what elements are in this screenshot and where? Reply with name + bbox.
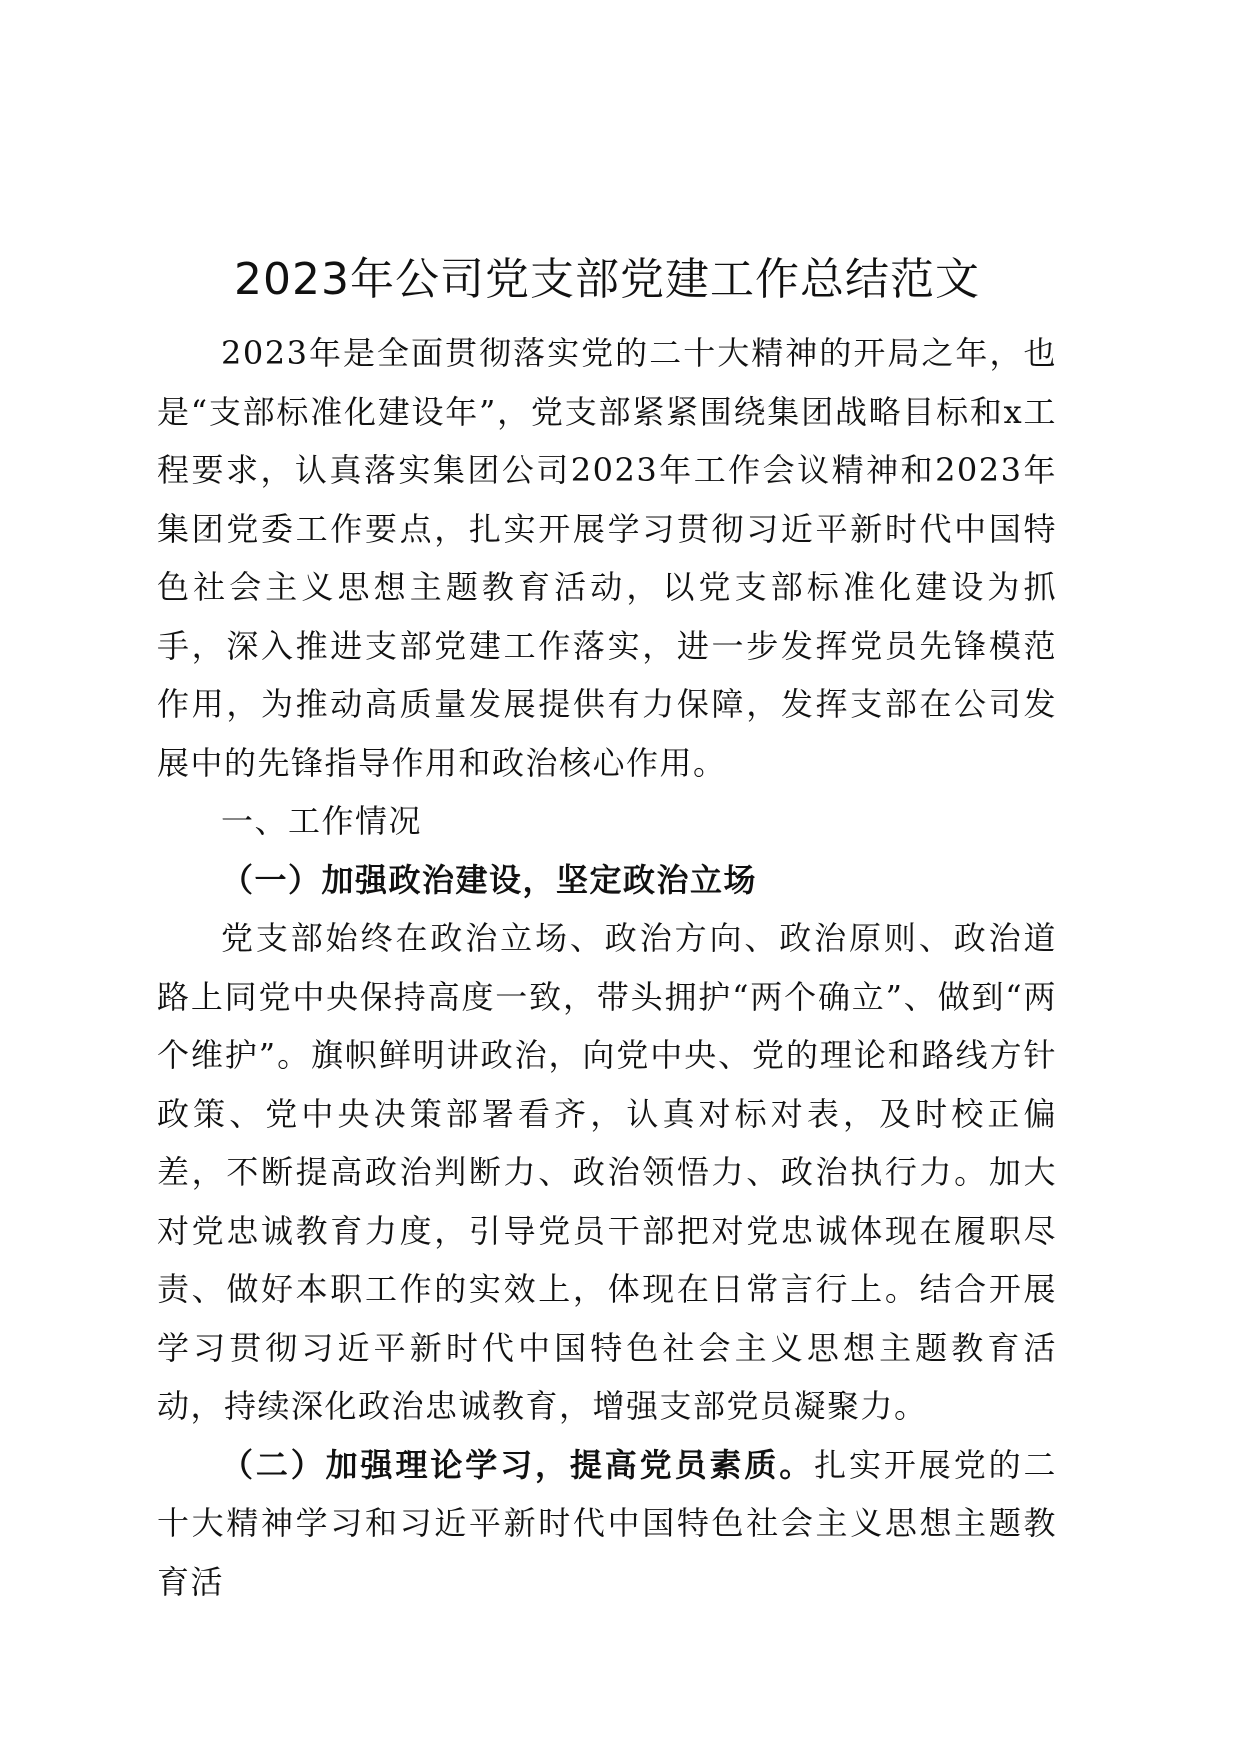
political-building-paragraph: 党支部始终在政治立场、政治方向、政治原则、政治道路上同党中央保持高度一致，带头拥护“两个确立”、做到“两个维护”。旗帜鲜明讲政治，向党中央、党的理论和路线方针政策、党中央决策部署看齐，认真对标对表，及时校正偏差，不断提高政治判断力、政治领悟力、政治执行力。加大对党忠诚教育力度，引导党员干部把对党忠诚体现在履职尽责、做好本职工作的实效上，体现在日常言行上。结合开展学习贯彻习近平新时代中国特色社会主义思想主题教育活动，持续深化政治忠诚教育，增强支部党员凝聚力。	[157, 919, 1057, 1425]
subsection-heading-theory-study: （二）加强理论学习，提高党员素质。	[221, 1445, 815, 1484]
intro-paragraph: 2023年是全面贯彻落实党的二十大精神的开局之年，也是“支部标准化建设年”，党支部紧紧围绕集团战略目标和x工程要求，认真落实集团公司2023年工作会议精神和2023年集团党委工作要点，扎实开展学习贯彻习近平新时代中国特色社会主义思想主题教育活动，以党支部标准化建设为抓手，深入推进支部党建工作落实，进一步发挥党员先锋模范作用，为推动高质量发展提供有力保障，发挥支部在公司发展中的先锋指导作用和政治核心作用。	[157, 334, 1057, 782]
document-body	[157, 248, 1057, 1611]
document-title: 2023年公司党支部党建工作总结范文	[234, 254, 980, 305]
subsection-heading-political-building: （一）加强政治建设，坚定政治立场	[221, 860, 758, 899]
section-heading-work-status: 一、工作情况	[221, 802, 423, 840]
theory-study-text: 扎实开展党的二十大精神学习和习近平新时代中国特色社会主义思想主题教育活	[157, 1445, 1057, 1601]
theory-study-paragraph	[157, 1436, 1057, 1612]
